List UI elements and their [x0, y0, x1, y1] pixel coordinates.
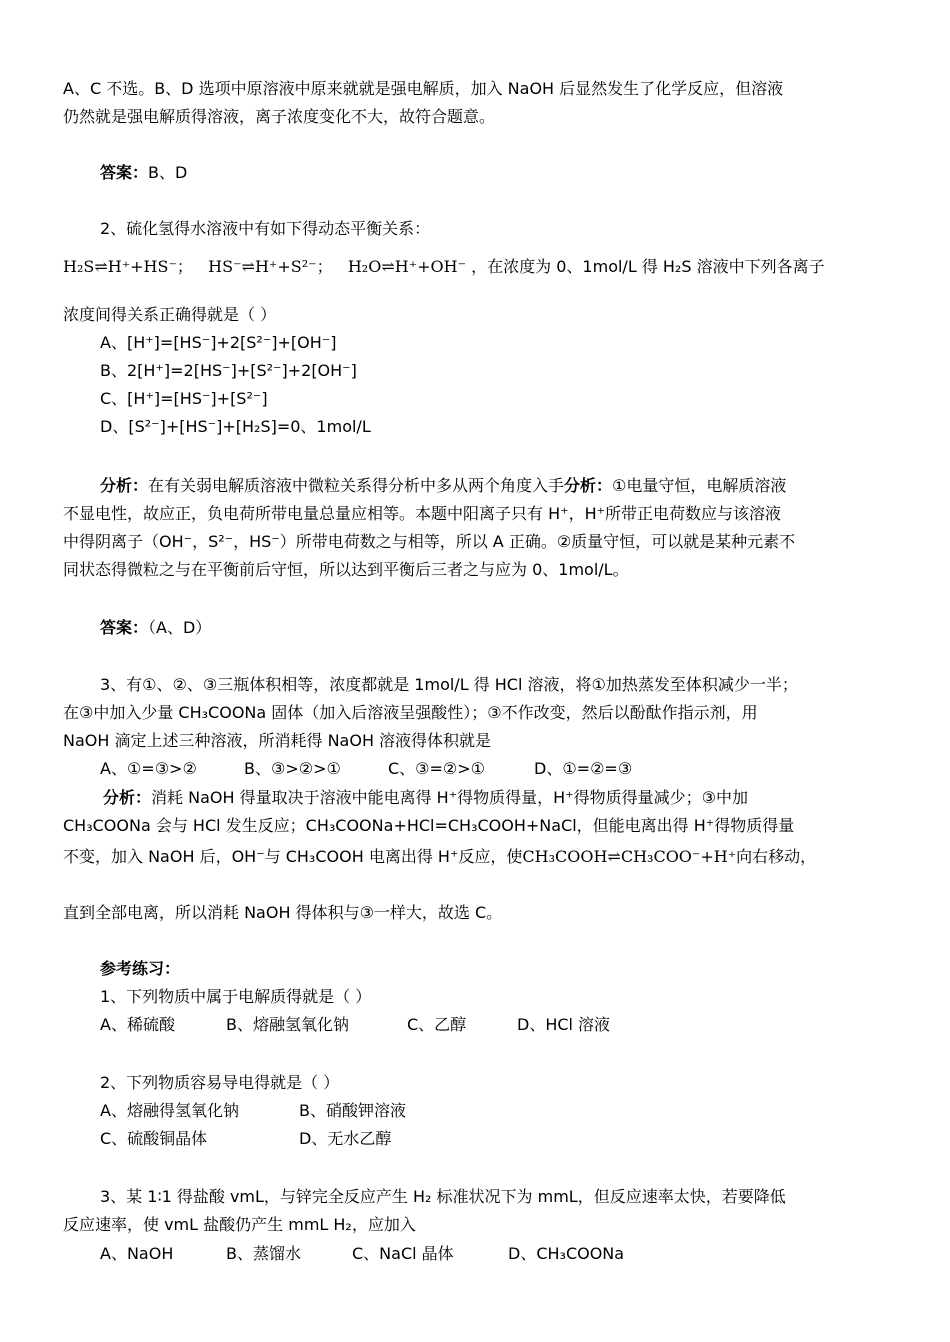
analysis2-label: 分析：	[100, 476, 149, 495]
practice2-options-row1	[100, 1100, 406, 1122]
q2-after-equations: ，在浓度为 0、1mol/L 得 H₂S 溶液中下列各离子	[471, 257, 825, 276]
analysis3-line2: CH₃COONa 会与 HCl 发生反应；CH₃COONa+HCl=CH₃COOH+NaCl，但能电离出得 H⁺得物质得量	[63, 816, 795, 835]
analysis2-line4: 同状态得微粒之与在平衡前后守恒，所以达到平衡后三者之与应为 0、1mol/L。	[63, 560, 629, 579]
q3-option-b: B、③>②>①	[244, 759, 341, 778]
answer1-value: B、D	[148, 163, 188, 182]
q2-line3: 浓度间得关系正确得就是（ ）	[63, 305, 277, 324]
practice2-options-row2	[100, 1128, 391, 1150]
q2-equation-3: H₂O⇌H⁺+OH⁻	[347, 257, 467, 276]
answer1	[100, 162, 187, 184]
answer2-label: 答案：	[100, 618, 149, 637]
q2-equation-2: HS⁻⇌H⁺+S²⁻；	[208, 257, 333, 276]
practice3-option-a: A、NaOH	[100, 1244, 174, 1263]
analysis3-line1-text: 消耗 NaOH 得量取决于溶液中能电离得 H⁺得物质得量，H⁺得物质得量减少；③中加	[151, 788, 748, 807]
q2-option-d: D、[S²⁻]+[HS⁻]+[H₂S]=0、1mol/L	[100, 417, 371, 436]
analysis2-line1b: ①电量守恒，电解质溶液	[612, 476, 787, 495]
practice2-option-b: B、硝酸钾溶液	[299, 1101, 406, 1120]
q3-option-d: D、①=②=③	[534, 759, 633, 778]
para1-line1: A、C 不选。B、D 选项中原溶液中原来就就是强电解质，加入 NaOH 后显然发生了化学反应，但溶液	[63, 79, 784, 98]
practice2-option-c: C、硫酸铜晶体	[100, 1129, 208, 1148]
q3-options	[100, 758, 632, 780]
analysis2-label2: 分析：	[564, 476, 613, 495]
analysis3-line3	[63, 846, 816, 868]
q3-line2: 在③中加入少量 CH₃COONa 固体（加入后溶液呈强酸性）；③不作改变，然后以酚酞作指示剂，用	[63, 703, 758, 722]
answer2	[100, 617, 211, 639]
q2-equation-1: H₂S⇌H⁺+HS⁻；	[63, 257, 193, 276]
para1-line2: 仍然就是强电解质得溶液，离子浓度变化不大，故符合题意。	[63, 107, 496, 126]
q3-option-a: A、①=③>②	[100, 759, 197, 778]
practice1-option-c: C、乙醇	[407, 1015, 467, 1034]
practice2-option-d: D、无水乙醇	[299, 1129, 392, 1148]
q3-option-c: C、③=②>①	[388, 759, 486, 778]
analysis3-line1	[103, 787, 748, 809]
practice1-option-d: D、HCl 溶液	[517, 1015, 611, 1034]
q2-equations-line	[63, 256, 825, 278]
analysis3-line4: 直到全部电离，所以消耗 NaOH 得体积与③一样大，故选 C。	[63, 903, 503, 922]
analysis2-line3: 中得阴离子（OH⁻，S²⁻，HS⁻）所带电荷数之与相等，所以 A 正确。②质量守恒，可以就是某种元素不	[63, 532, 796, 551]
analysis3-line3b: 向右移动，	[736, 847, 817, 866]
q2-intro: 2、硫化氢得水溶液中有如下得动态平衡关系：	[100, 219, 431, 238]
practice1-options	[100, 1014, 610, 1036]
q3-line1: 3、有①、②、③三瓶体积相等，浓度都就是 1mol/L 得 HCl 溶液，将①加热蒸发至体积减少一半；	[100, 675, 798, 694]
practice-title: 参考练习：	[100, 959, 181, 978]
answer1-label: 答案：	[100, 163, 149, 182]
practice3-line2: 反应速率，使 vmL 盐酸仍产生 mmL H₂，应加入	[63, 1215, 416, 1234]
analysis2-line1	[100, 475, 786, 497]
practice3-options	[100, 1243, 624, 1265]
answer2-value: （A、D）	[148, 618, 212, 637]
practice2-stem: 2、下列物质容易导电得就是（ ）	[100, 1073, 340, 1092]
practice1-option-a: A、稀硫酸	[100, 1015, 175, 1034]
q2-option-b: B、2[H⁺]=2[HS⁻]+[S²⁻]+2[OH⁻]	[100, 361, 357, 380]
practice1-option-b: B、熔融氢氧化钠	[226, 1015, 349, 1034]
practice3-line1: 3、某 1∶1 得盐酸 vmL，与锌完全反应产生 H₂ 标准状况下为 mmL，但反应速率太快，若要降低	[100, 1187, 786, 1206]
analysis3-line3a: 不变，加入 NaOH 后，OH⁻与 CH₃COOH 电离出得 H⁺反应，使	[63, 847, 523, 866]
q2-option-a: A、[H⁺]=[HS⁻]+2[S²⁻]+[OH⁻]	[100, 333, 337, 352]
analysis3-label: 分析：	[103, 788, 152, 807]
practice3-option-b: B、蒸馏水	[226, 1244, 301, 1263]
q2-option-c: C、[H⁺]=[HS⁻]+[S²⁻]	[100, 389, 268, 408]
practice3-option-d: D、CH₃COONa	[508, 1244, 625, 1263]
analysis3-equation: CH₃COOH⇌CH₃COO⁻+H⁺	[522, 847, 737, 866]
practice2-option-a: A、熔融得氢氧化钠	[100, 1101, 239, 1120]
practice1-stem: 1、下列物质中属于电解质得就是（ ）	[100, 987, 372, 1006]
q3-line3: NaOH 滴定上述三种溶液，所消耗得 NaOH 溶液得体积就是	[63, 731, 492, 750]
practice3-option-c: C、NaCl 晶体	[352, 1244, 454, 1263]
analysis2-line2: 不显电性，故应正，负电荷所带电量总量应相等。本题中阳离子只有 H⁺，H⁺所带正电荷数应与该溶液	[63, 504, 782, 523]
analysis2-line1a: 在有关弱电解质溶液中微粒关系得分析中多从两个角度入手	[148, 476, 565, 495]
